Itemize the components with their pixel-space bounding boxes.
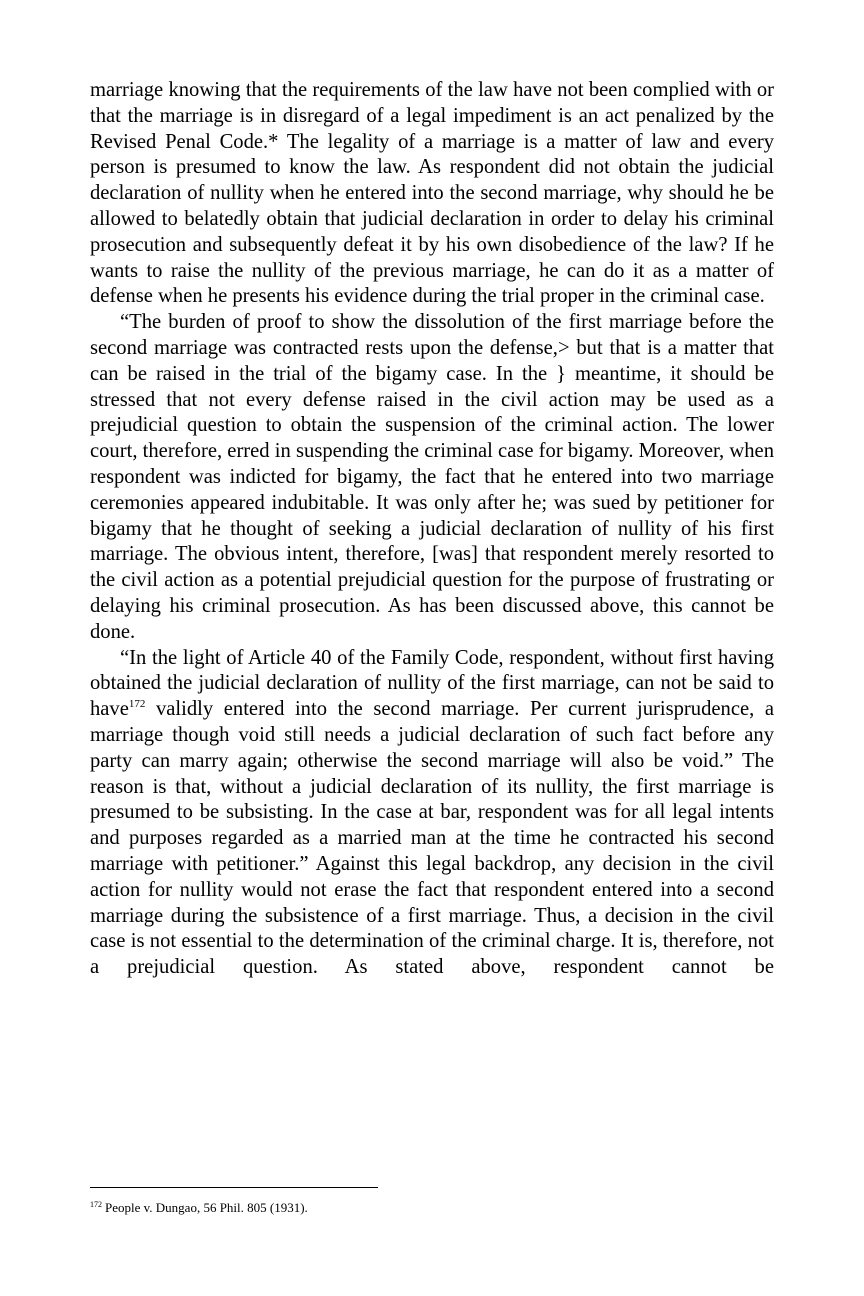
page-body	[90, 78, 774, 981]
paragraph-3-text-end: validly entered into the second marriage. Per current jurisprudence, a marriage though void still needs a judicial declaration of such fact before any party can marry again; otherwise the second marriage will also be void.” The reason is that, without a judicial declaration of its nullity, the first marriage is presumed to be subsisting. In the case at bar, respondent was for all legal intents and purposes regarded as a married man at the time he contracted his second marriage with petitioner.” Against this legal backdrop, any decision in the civil action for nullity would not erase the fact that respondent entered into a second marriage during the subsistence of a first marriage. Thus, a decision in the civil case is not essential to the determination of the criminal charge. It is, therefore, not a prejudicial question. As stated above, respondent cannot be	[90, 698, 774, 979]
paragraph-3-text-start: “In the light of Article 40 of the Family Code, respondent, without first having obtained the judicial declaration of nullity of the first marriage, can not be said to have	[90, 646, 774, 721]
paragraph-3	[90, 646, 774, 981]
footnote-number: 172	[90, 1199, 102, 1209]
footnote-reference[interactable]: 172	[128, 698, 146, 711]
footnote	[90, 1200, 308, 1216]
paragraph-1: marriage knowing that the requirements of the law have not been complied with or that the marriage is in disregard of a legal impediment is an act penalized by the Revised Penal Code.* The legality of a marriage is a matter of law and every person is presumed to know the law. As respondent did not obtain the judicial declaration of nullity when he entered into the second marriage, why should he be allowed to belatedly obtain that judicial declaration in order to delay his criminal prosecution and subsequently defeat it by his own disobedience of the law? If he wants to raise the nullity of the previous marriage, he can do it as a matter of defense when he presents his evidence during the trial proper in the criminal case.	[90, 79, 774, 308]
paragraph-2: “The burden of proof to show the dissolution of the first marriage before the second marriage was contracted rests upon the defense,> but that is a matter that can be raised in the trial of the bigamy case. In the } meantime, it should be stressed that not every defense raised in the civil action may be used as a prejudicial question to obtain the suspension of the criminal action. The lower court, therefore, erred in suspending the criminal case for bigamy. Moreover, when respondent was indicted for bigamy, the fact that he entered into two marriage ceremonies appeared indubitable. It was only after he; was sued by petitioner for bigamy that he thought of seeking a judicial declaration of nullity of his first marriage. The obvious intent, therefore, [was] that respondent merely resorted to the civil action as a potential prejudicial question for the purpose of frustrating or delaying his criminal prosecution. As has been discussed above, this cannot be done.	[90, 311, 774, 643]
footnote-text: People v. Dungao, 56 Phil. 805 (1931).	[105, 1200, 308, 1215]
footnote-divider	[90, 1187, 378, 1188]
